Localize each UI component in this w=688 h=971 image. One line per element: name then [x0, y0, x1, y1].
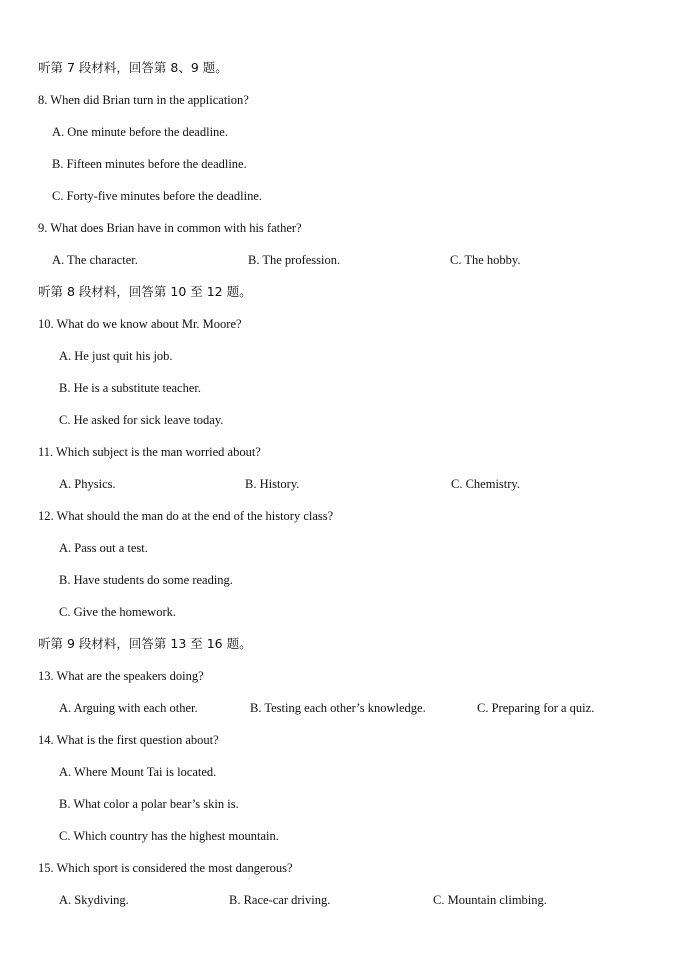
question-15-stem: 15. Which sport is considered the most dangerous?	[38, 861, 293, 875]
question-8-option-c: C. Forty-five minutes before the deadline.	[52, 189, 263, 203]
question-12-option-b: B. Have students do some reading.	[59, 573, 233, 587]
question-13-option-c: C. Preparing for a quiz.	[477, 701, 595, 715]
question-13-option-b: B. Testing each other’s knowledge.	[250, 701, 426, 715]
question-10-option-b: B. He is a substitute teacher.	[59, 381, 201, 395]
section-heading: 听第 8 段材料，回答第 10 至 12 题。	[38, 284, 252, 299]
question-14-option-c: C. Which country has the highest mountain.	[59, 829, 279, 843]
question-14-option-b: B. What color a polar bear’s skin is.	[59, 797, 239, 811]
question-15-option-a: A. Skydiving.	[59, 893, 129, 907]
question-9-option-b: B. The profession.	[248, 253, 341, 267]
question-13-option-a: A. Arguing with each other.	[59, 701, 198, 715]
question-11-option-b: B. History.	[245, 477, 300, 491]
question-11-option-a: A. Physics.	[59, 477, 116, 491]
question-9-stem: 9. What does Brian have in common with his father?	[38, 221, 302, 235]
section-heading: 听第 9 段材料，回答第 13 至 16 题。	[38, 636, 252, 651]
section-heading: 听第 7 段材料，回答第 8、9 题。	[38, 60, 228, 75]
question-9-option-a: A. The character.	[52, 253, 138, 267]
question-10-option-a: A. He just quit his job.	[59, 349, 173, 363]
question-12-stem: 12. What should the man do at the end of the history class?	[38, 509, 334, 523]
question-14-option-a: A. Where Mount Tai is located.	[59, 765, 217, 779]
question-15-option-c: C. Mountain climbing.	[433, 893, 547, 907]
question-12-option-a: A. Pass out a test.	[59, 541, 148, 555]
question-13-stem: 13. What are the speakers doing?	[38, 669, 204, 683]
question-8-option-a: A. One minute before the deadline.	[52, 125, 228, 139]
question-11-stem: 11. Which subject is the man worried about?	[38, 445, 261, 459]
question-12-option-c: C. Give the homework.	[59, 605, 176, 619]
question-8-option-b: B. Fifteen minutes before the deadline.	[52, 157, 247, 171]
question-11-option-c: C. Chemistry.	[451, 477, 520, 491]
question-10-option-c: C. He asked for sick leave today.	[59, 413, 224, 427]
question-8-stem: 8. When did Brian turn in the application?	[38, 93, 249, 107]
question-14-stem: 14. What is the first question about?	[38, 733, 219, 747]
question-10-stem: 10. What do we know about Mr. Moore?	[38, 317, 242, 331]
question-9-option-c: C. The hobby.	[450, 253, 521, 267]
question-15-option-b: B. Race-car driving.	[229, 893, 331, 907]
